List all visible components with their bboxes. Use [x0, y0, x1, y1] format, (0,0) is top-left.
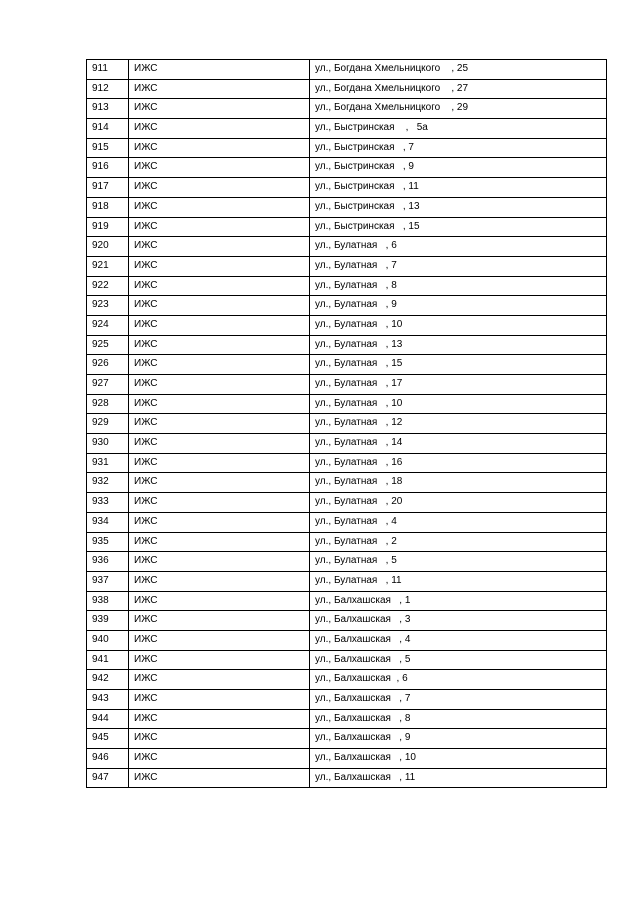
- table-row: [87, 434, 607, 454]
- row-number-cell: 917: [87, 178, 129, 198]
- row-number-cell: 912: [87, 79, 129, 99]
- row-number-cell: 947: [87, 768, 129, 788]
- building-type-cell: ИЖС: [129, 670, 310, 690]
- building-type-cell: ИЖС: [129, 256, 310, 276]
- table-row: [87, 591, 607, 611]
- table-row: [87, 729, 607, 749]
- row-number-cell: 913: [87, 99, 129, 119]
- address-cell: ул., Балхашская , 6: [310, 670, 607, 690]
- row-number-cell: 942: [87, 670, 129, 690]
- building-type-cell: ИЖС: [129, 552, 310, 572]
- building-type-cell: ИЖС: [129, 453, 310, 473]
- address-cell: ул., Булатная , 18: [310, 473, 607, 493]
- building-type-cell: ИЖС: [129, 749, 310, 769]
- address-cell: ул., Богдана Хмельницкого , 25: [310, 60, 607, 80]
- address-cell: ул., Богдана Хмельницкого , 27: [310, 79, 607, 99]
- table-row: [87, 296, 607, 316]
- table-row: [87, 749, 607, 769]
- address-cell: ул., Булатная , 12: [310, 414, 607, 434]
- building-type-cell: ИЖС: [129, 709, 310, 729]
- row-number-cell: 911: [87, 60, 129, 80]
- building-type-cell: ИЖС: [129, 650, 310, 670]
- table-row: [87, 630, 607, 650]
- address-cell: ул., Быстринская , 15: [310, 217, 607, 237]
- table-row: [87, 512, 607, 532]
- building-type-cell: ИЖС: [129, 532, 310, 552]
- row-number-cell: 923: [87, 296, 129, 316]
- row-number-cell: 926: [87, 355, 129, 375]
- row-number-cell: 930: [87, 434, 129, 454]
- building-type-cell: ИЖС: [129, 296, 310, 316]
- table-row: [87, 375, 607, 395]
- row-number-cell: 939: [87, 611, 129, 631]
- row-number-cell: 934: [87, 512, 129, 532]
- table-row: [87, 611, 607, 631]
- table-row: [87, 237, 607, 257]
- address-cell: ул., Булатная , 7: [310, 256, 607, 276]
- address-cell: ул., Быстринская , 11: [310, 178, 607, 198]
- address-cell: ул., Быстринская , 13: [310, 197, 607, 217]
- table-row: [87, 335, 607, 355]
- address-cell: ул., Балхашская , 4: [310, 630, 607, 650]
- address-cell: ул., Булатная , 14: [310, 434, 607, 454]
- row-number-cell: 920: [87, 237, 129, 257]
- building-type-cell: ИЖС: [129, 158, 310, 178]
- address-cell: ул., Булатная , 17: [310, 375, 607, 395]
- table-row: [87, 315, 607, 335]
- address-cell: ул., Булатная , 10: [310, 315, 607, 335]
- table-row: [87, 394, 607, 414]
- row-number-cell: 941: [87, 650, 129, 670]
- address-cell: ул., Булатная , 5: [310, 552, 607, 572]
- building-type-cell: ИЖС: [129, 394, 310, 414]
- building-type-cell: ИЖС: [129, 512, 310, 532]
- table-row: [87, 571, 607, 591]
- address-cell: ул., Богдана Хмельницкого , 29: [310, 99, 607, 119]
- table-row: [87, 532, 607, 552]
- row-number-cell: 919: [87, 217, 129, 237]
- address-cell: ул., Балхашская , 8: [310, 709, 607, 729]
- registry-table-body: [87, 60, 607, 788]
- building-type-cell: ИЖС: [129, 591, 310, 611]
- building-type-cell: ИЖС: [129, 276, 310, 296]
- building-type-cell: ИЖС: [129, 119, 310, 139]
- table-row: [87, 276, 607, 296]
- address-cell: ул., Булатная , 15: [310, 355, 607, 375]
- address-cell: ул., Балхашская , 11: [310, 768, 607, 788]
- table-row: [87, 178, 607, 198]
- address-cell: ул., Булатная , 2: [310, 532, 607, 552]
- table-row: [87, 473, 607, 493]
- row-number-cell: 938: [87, 591, 129, 611]
- row-number-cell: 915: [87, 138, 129, 158]
- table-row: [87, 99, 607, 119]
- building-type-cell: ИЖС: [129, 414, 310, 434]
- registry-table: [86, 59, 607, 788]
- row-number-cell: 925: [87, 335, 129, 355]
- table-row: [87, 217, 607, 237]
- building-type-cell: ИЖС: [129, 473, 310, 493]
- building-type-cell: ИЖС: [129, 335, 310, 355]
- table-row: [87, 158, 607, 178]
- table-row: [87, 709, 607, 729]
- address-cell: ул., Булатная , 16: [310, 453, 607, 473]
- row-number-cell: 924: [87, 315, 129, 335]
- row-number-cell: 933: [87, 493, 129, 513]
- table-row: [87, 197, 607, 217]
- address-cell: ул., Быстринская , 7: [310, 138, 607, 158]
- building-type-cell: ИЖС: [129, 571, 310, 591]
- row-number-cell: 916: [87, 158, 129, 178]
- row-number-cell: 937: [87, 571, 129, 591]
- row-number-cell: 918: [87, 197, 129, 217]
- table-row: [87, 552, 607, 572]
- table-row: [87, 690, 607, 710]
- table-row: [87, 650, 607, 670]
- address-cell: ул., Балхашская , 7: [310, 690, 607, 710]
- building-type-cell: ИЖС: [129, 315, 310, 335]
- address-cell: ул., Балхашская , 9: [310, 729, 607, 749]
- building-type-cell: ИЖС: [129, 237, 310, 257]
- building-type-cell: ИЖС: [129, 99, 310, 119]
- table-row: [87, 453, 607, 473]
- row-number-cell: 921: [87, 256, 129, 276]
- building-type-cell: ИЖС: [129, 138, 310, 158]
- table-row: [87, 493, 607, 513]
- address-cell: ул., Булатная , 6: [310, 237, 607, 257]
- row-number-cell: 927: [87, 375, 129, 395]
- building-type-cell: ИЖС: [129, 611, 310, 631]
- row-number-cell: 931: [87, 453, 129, 473]
- building-type-cell: ИЖС: [129, 768, 310, 788]
- row-number-cell: 946: [87, 749, 129, 769]
- address-cell: ул., Булатная , 13: [310, 335, 607, 355]
- table-row: [87, 138, 607, 158]
- row-number-cell: 944: [87, 709, 129, 729]
- row-number-cell: 945: [87, 729, 129, 749]
- address-cell: ул., Балхашская , 5: [310, 650, 607, 670]
- table-row: [87, 355, 607, 375]
- building-type-cell: ИЖС: [129, 375, 310, 395]
- building-type-cell: ИЖС: [129, 690, 310, 710]
- row-number-cell: 935: [87, 532, 129, 552]
- address-cell: ул., Булатная , 8: [310, 276, 607, 296]
- address-cell: ул., Быстринская , 5а: [310, 119, 607, 139]
- row-number-cell: 928: [87, 394, 129, 414]
- building-type-cell: ИЖС: [129, 630, 310, 650]
- row-number-cell: 932: [87, 473, 129, 493]
- address-cell: ул., Булатная , 10: [310, 394, 607, 414]
- address-cell: ул., Булатная , 11: [310, 571, 607, 591]
- address-cell: ул., Быстринская , 9: [310, 158, 607, 178]
- table-row: [87, 79, 607, 99]
- building-type-cell: ИЖС: [129, 217, 310, 237]
- address-cell: ул., Булатная , 9: [310, 296, 607, 316]
- building-type-cell: ИЖС: [129, 434, 310, 454]
- building-type-cell: ИЖС: [129, 355, 310, 375]
- table-row: [87, 119, 607, 139]
- address-cell: ул., Балхашская , 1: [310, 591, 607, 611]
- building-type-cell: ИЖС: [129, 79, 310, 99]
- row-number-cell: 922: [87, 276, 129, 296]
- table-row: [87, 768, 607, 788]
- building-type-cell: ИЖС: [129, 178, 310, 198]
- address-cell: ул., Балхашская , 10: [310, 749, 607, 769]
- building-type-cell: ИЖС: [129, 60, 310, 80]
- table-row: [87, 256, 607, 276]
- row-number-cell: 936: [87, 552, 129, 572]
- row-number-cell: 943: [87, 690, 129, 710]
- table-row: [87, 60, 607, 80]
- address-cell: ул., Булатная , 20: [310, 493, 607, 513]
- table-row: [87, 670, 607, 690]
- table-row: [87, 414, 607, 434]
- building-type-cell: ИЖС: [129, 729, 310, 749]
- address-cell: ул., Балхашская , 3: [310, 611, 607, 631]
- row-number-cell: 929: [87, 414, 129, 434]
- building-type-cell: ИЖС: [129, 197, 310, 217]
- row-number-cell: 914: [87, 119, 129, 139]
- building-type-cell: ИЖС: [129, 493, 310, 513]
- address-cell: ул., Булатная , 4: [310, 512, 607, 532]
- row-number-cell: 940: [87, 630, 129, 650]
